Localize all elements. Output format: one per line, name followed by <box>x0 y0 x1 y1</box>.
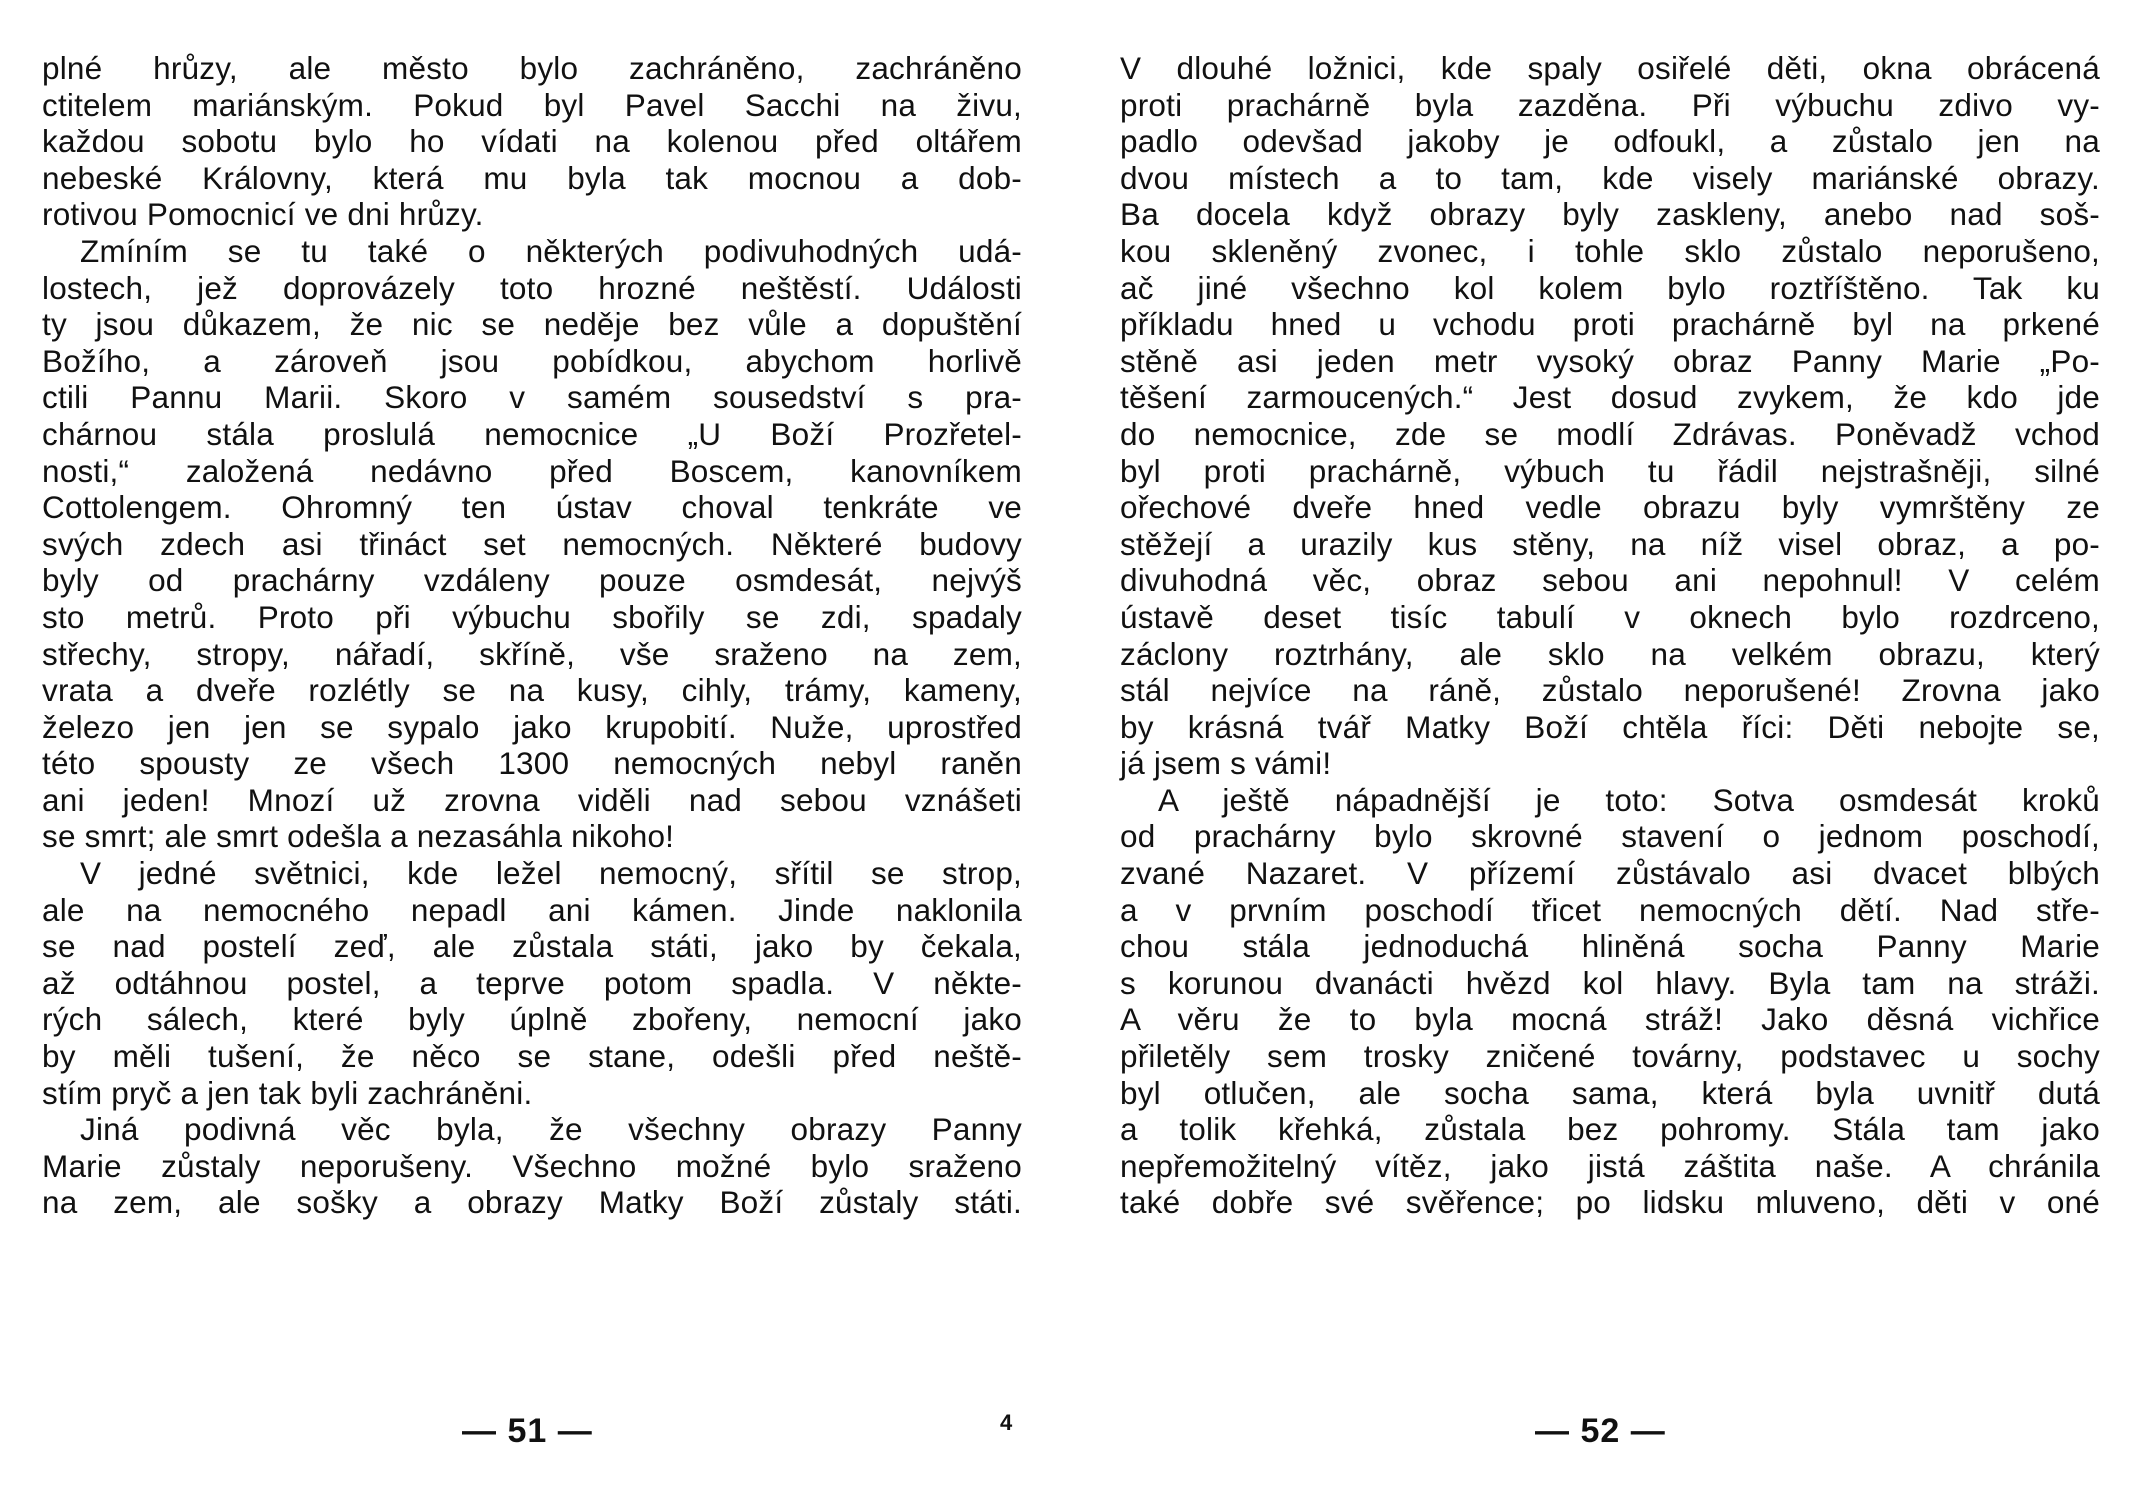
text-line: rých sálech, které byly úplně zbořeny, nemocní jako <box>42 1001 1022 1038</box>
text-line: proti prachárně byla zazděna. Při výbuchu zdivo vy- <box>1120 86 2100 123</box>
text-line: záclony roztrhány, ale sklo na velkém obrazu, který <box>1120 635 2100 672</box>
text-line: A věru že to byla mocná stráž! Jako děsná vichřice <box>1120 1001 2100 1038</box>
text-line: Cottolengem. Ohromný ten ústav choval tenkráte ve <box>42 489 1022 526</box>
text-line: svých zdech asi třináct set nemocných. Některé budovy <box>42 525 1022 562</box>
text-line: a v prvním poschodí třicet nemocných dětí. Nad stře- <box>1120 891 2100 928</box>
text-line: zvané Nazaret. V přízemí zůstávalo asi dvacet blbých <box>1120 855 2100 892</box>
text-line: chárnou stála proslulá nemocnice „U Boží Prozřetel- <box>42 415 1022 452</box>
text-line: V jedné světnici, kde ležel nemocný, sřítil se strop, <box>80 855 1022 892</box>
text-line: nepřemožitelný vítěz, jako jistá záštita naše. A chránila <box>1120 1147 2100 1184</box>
text-line: Zmíním se tu také o některých podivuhodných udá- <box>80 232 1022 269</box>
text-line: lostech, jež doprovázely toto hrozné neštěstí. Události <box>42 269 1022 306</box>
text-line: nebeské Královny, která mu byla tak mocnou a dob- <box>42 159 1022 196</box>
text-line: ty jsou důkazem, že nic se neděje bez vůle a dopuštění <box>42 306 1022 343</box>
text-line: Božího, a zároveň jsou pobídkou, abychom horlivě <box>42 342 1022 379</box>
text-line: byl otlučen, ale socha sama, která byla uvnitř dutá <box>1120 1074 2100 1111</box>
text-line: dvou místech a to tam, kde visely mariánské obrazy. <box>1120 159 2100 196</box>
text-line: se smrt; ale smrt odešla a nezasáhla nikoho! <box>42 818 675 855</box>
text-line: ctili Pannu Marii. Skoro v samém sousedství s pra- <box>42 379 1022 416</box>
text-line: V dlouhé ložnici, kde spaly osiřelé děti, okna obrácená <box>1120 50 2100 86</box>
text-line: nosti,“ založená nedávno před Boscem, kanovníkem <box>42 452 1022 489</box>
left-page <box>42 50 1022 1221</box>
text-line: padlo odevšad jakoby je odfoukl, a zůstalo jen na <box>1120 123 2100 160</box>
text-line: rotivou Pomocnicí ve dni hrůzy. <box>42 196 484 233</box>
text-line: od prachárny bylo skrovné stavení o jednom poschodí, <box>1120 818 2100 855</box>
text-line: plné hrůzy, ale město bylo zachráněno, zachráněno <box>42 50 1022 86</box>
text-line: příkladu hned u vchodu proti prachárně byl na prkené <box>1120 306 2100 343</box>
text-line: A ještě nápadnější je toto: Sotva osmdesát kroků <box>1158 781 2100 818</box>
text-line: přiletěly sem trosky zničené továrny, podstavec u sochy <box>1120 1038 2100 1075</box>
text-line: ale na nemocného nepadl ani kámen. Jinde naklonila <box>42 891 1022 928</box>
text-line: také dobře své svěřence; po lidsku mluveno, děti v oné <box>1120 1184 2100 1221</box>
text-line: se nad postelí zeď, ale zůstala státi, jako by čekala, <box>42 928 1022 965</box>
page-number-left: — 51 — <box>462 1412 593 1450</box>
text-line: stál nejvíce na ráně, zůstalo neporušené! Zrovna jako <box>1120 672 2100 709</box>
text-line: s korunou dvanácti hvězd kol hlavy. Byla tam na stráži. <box>1120 964 2100 1001</box>
text-line: každou sobotu bylo ho vídati na kolenou před oltářem <box>42 123 1022 160</box>
text-line: divuhodná věc, obraz sebou ani nepohnul! V celém <box>1120 562 2100 599</box>
text-line: ač jiné všechno kol kolem bylo roztříštěno. Tak ku <box>1120 269 2100 306</box>
text-line: ústavě deset tisíc tabulí v oknech bylo rozdrceno, <box>1120 598 2100 635</box>
text-line: stěžejí a urazily kus stěny, na níž visel obraz, a po- <box>1120 525 2100 562</box>
text-line: by krásná tvář Matky Boží chtěla říci: Děti nebojte se, <box>1120 708 2100 745</box>
text-line: ořechové dveře hned vedle obrazu byly vymrštěny ze <box>1120 489 2100 526</box>
text-line: až odtáhnou postel, a teprve potom spadla. V někte- <box>42 964 1022 1001</box>
text-line: na zem, ale sošky a obrazy Matky Boží zůstaly státi. <box>42 1184 1022 1221</box>
text-line: do nemocnice, zde se modlí Zdrávas. Poněvadž vchod <box>1120 415 2100 452</box>
text-line: těšení zarmoucených.“ Jest dosud zvykem, že kdo jde <box>1120 379 2100 416</box>
page-number-right: — 52 — <box>1535 1412 1666 1450</box>
text-line: stím pryč a jen tak byli zachráněni. <box>42 1074 533 1111</box>
right-page <box>1120 50 2100 1221</box>
text-line: ani jeden! Mnozí už zrovna viděli nad sebou vznášeti <box>42 781 1022 818</box>
text-line: ctitelem mariánským. Pokud byl Pavel Sacchi na živu, <box>42 86 1022 123</box>
text-line: této spousty ze všech 1300 nemocných nebyl raněn <box>42 745 1022 782</box>
signature-mark: 4 <box>1000 1410 1013 1435</box>
text-line: Jiná podivná věc byla, že všechny obrazy Panny <box>80 1111 1022 1148</box>
text-line: chou stála jednoduchá hliněná socha Panny Marie <box>1120 928 2100 965</box>
text-line: Marie zůstaly neporušeny. Všechno možné bylo sraženo <box>42 1147 1022 1184</box>
text-line: sto metrů. Proto při výbuchu sbořily se zdi, spadaly <box>42 598 1022 635</box>
text-line: já jsem s vámi! <box>1120 745 1332 782</box>
text-line: byly od prachárny vzdáleny pouze osmdesát, nejvýš <box>42 562 1022 599</box>
text-line: a tolik křehká, zůstala bez pohromy. Stála tam jako <box>1120 1111 2100 1148</box>
text-line: stěně asi jeden metr vysoký obraz Panny Marie „Po- <box>1120 342 2100 379</box>
text-line: byl proti prachárně, výbuch tu řádil nejstrašněji, silné <box>1120 452 2100 489</box>
text-line: železo jen jen se sypalo jako krupobití. Nuže, uprostřed <box>42 708 1022 745</box>
text-line: by měli tušení, že něco se stane, odešli před neště- <box>42 1038 1022 1075</box>
text-line: Ba docela když obrazy byly zaskleny, anebo nad soš- <box>1120 196 2100 233</box>
text-line: střechy, stropy, nářadí, skříně, vše sraženo na zem, <box>42 635 1022 672</box>
text-line: vrata a dveře rozlétly se na kusy, cihly, trámy, kameny, <box>42 672 1022 709</box>
text-line: kou skleněný zvonec, i tohle sklo zůstalo neporušeno, <box>1120 232 2100 269</box>
